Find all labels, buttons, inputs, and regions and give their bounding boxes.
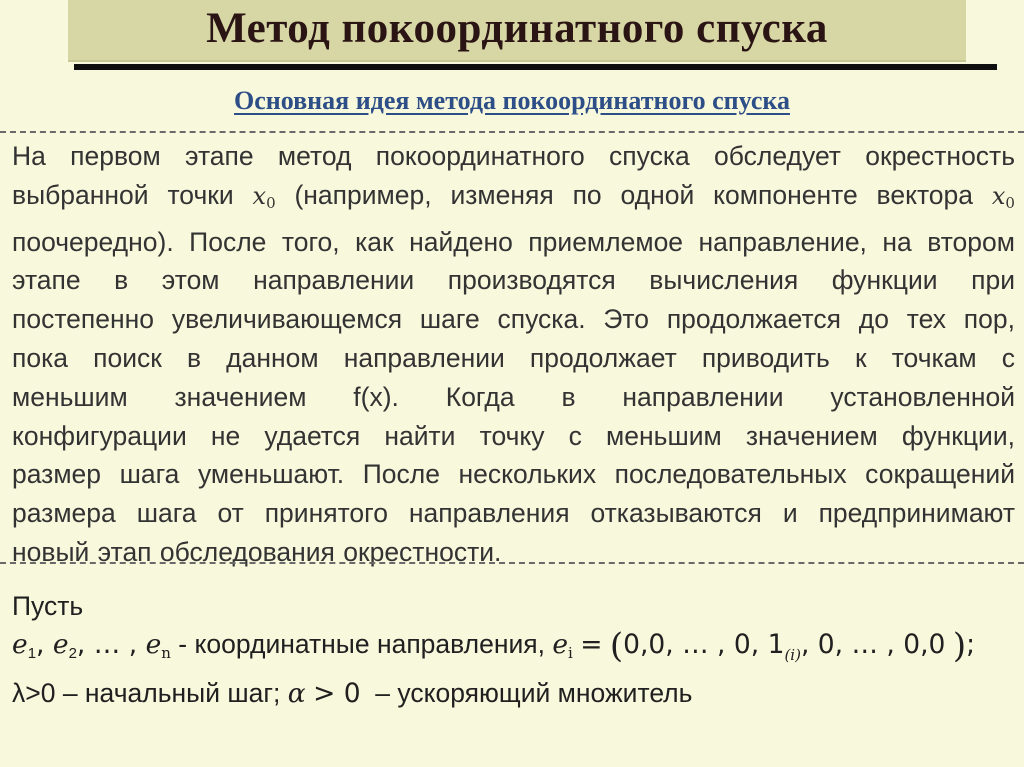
paragraph-line: размера шага от принятого направления отказываются и предпринимают <box>12 498 1015 529</box>
x0-base: x <box>991 181 1006 210</box>
x0-subscript: 0 <box>1005 193 1015 212</box>
dashed-divider-top <box>0 131 1024 133</box>
let-line: Пусть <box>12 591 84 621</box>
dashed-divider-bottom <box>0 562 1024 564</box>
paragraph-line: поочередно). После того, как найдено приемлемое направление, на втором <box>12 226 1015 257</box>
definitions-block <box>12 587 1017 713</box>
e1-subscript: 1 <box>27 645 37 662</box>
en-subscript: n <box>161 644 171 662</box>
e2-subscript: 2 <box>68 645 77 662</box>
paragraph-line: конфигурации не удается найти точку с меньшим значением функции, <box>12 420 1015 451</box>
coordinate-directions-line: $e_1$, $e_2$, … , $e_n$ - координатные направления, $e_i = (0,0$, … , 0, $1_{(i)}$, 0, … , 0,0 ); <box>12 626 976 666</box>
x0-symbol <box>253 182 276 210</box>
equals-sign: = <box>580 629 603 660</box>
paragraph-line: пока поиск в данном направлении продолжает приводить к точкам с <box>12 342 1015 373</box>
paragraph-line: этапе в этом направлении производятся вычисления функции при <box>12 265 1015 296</box>
method-description-paragraph <box>12 137 1015 572</box>
e-symbol: e <box>552 629 569 660</box>
alpha-symbol: α <box>287 678 306 709</box>
vector-components-a: 0,0, … , 0, 1 <box>623 629 785 660</box>
e-symbol: e <box>52 629 69 660</box>
initial-step-text: λ>0 – начальный шаг; <box>12 678 281 708</box>
paragraph-text: выбранной точки <box>12 179 234 210</box>
alpha-relation: > 0 <box>313 678 361 709</box>
coordinate-directions-text: - координатные направления, <box>178 629 545 659</box>
e-symbol: e <box>12 629 28 660</box>
semicolon: ; <box>966 629 976 660</box>
paragraph-line: меньшим значением f(x). Когда в направлении установленной <box>12 381 1015 412</box>
paragraph-line: постепенно увеличивающемся шаге спуска. Это продолжается до тех пор, <box>12 304 1015 335</box>
paragraph-line: новый этап обследования окрестности. <box>12 536 502 567</box>
paragraph-line <box>12 176 1015 223</box>
paragraph-line: размер шага уменьшают. После нескольких последовательных сокращений <box>12 459 1015 490</box>
step-definition-line <box>12 674 1017 713</box>
section-subtitle: Основная идея метода покоординатного спуска <box>234 86 790 115</box>
e-symbol: e <box>145 629 162 660</box>
slide-title: Метод покоординатного спуска <box>206 5 828 52</box>
paragraph-text: (например, изменяя по одной компоненте вектора <box>294 179 974 210</box>
accelerating-factor-text: – ускоряющий множитель <box>375 678 693 708</box>
x0-symbol <box>992 182 1015 210</box>
x0-base: x <box>252 181 267 210</box>
ellipsis: … <box>93 629 121 660</box>
vector-components-b: , 0, … , 0,0 <box>800 629 946 660</box>
x0-subscript: 0 <box>266 193 276 212</box>
vector-subscript: (i) <box>784 646 801 664</box>
ei-subscript: i <box>568 644 573 662</box>
paragraph-line: На первом этапе метод покоординатного спуска обследует окрестность <box>12 141 1015 171</box>
title-underline-rule <box>74 64 997 70</box>
